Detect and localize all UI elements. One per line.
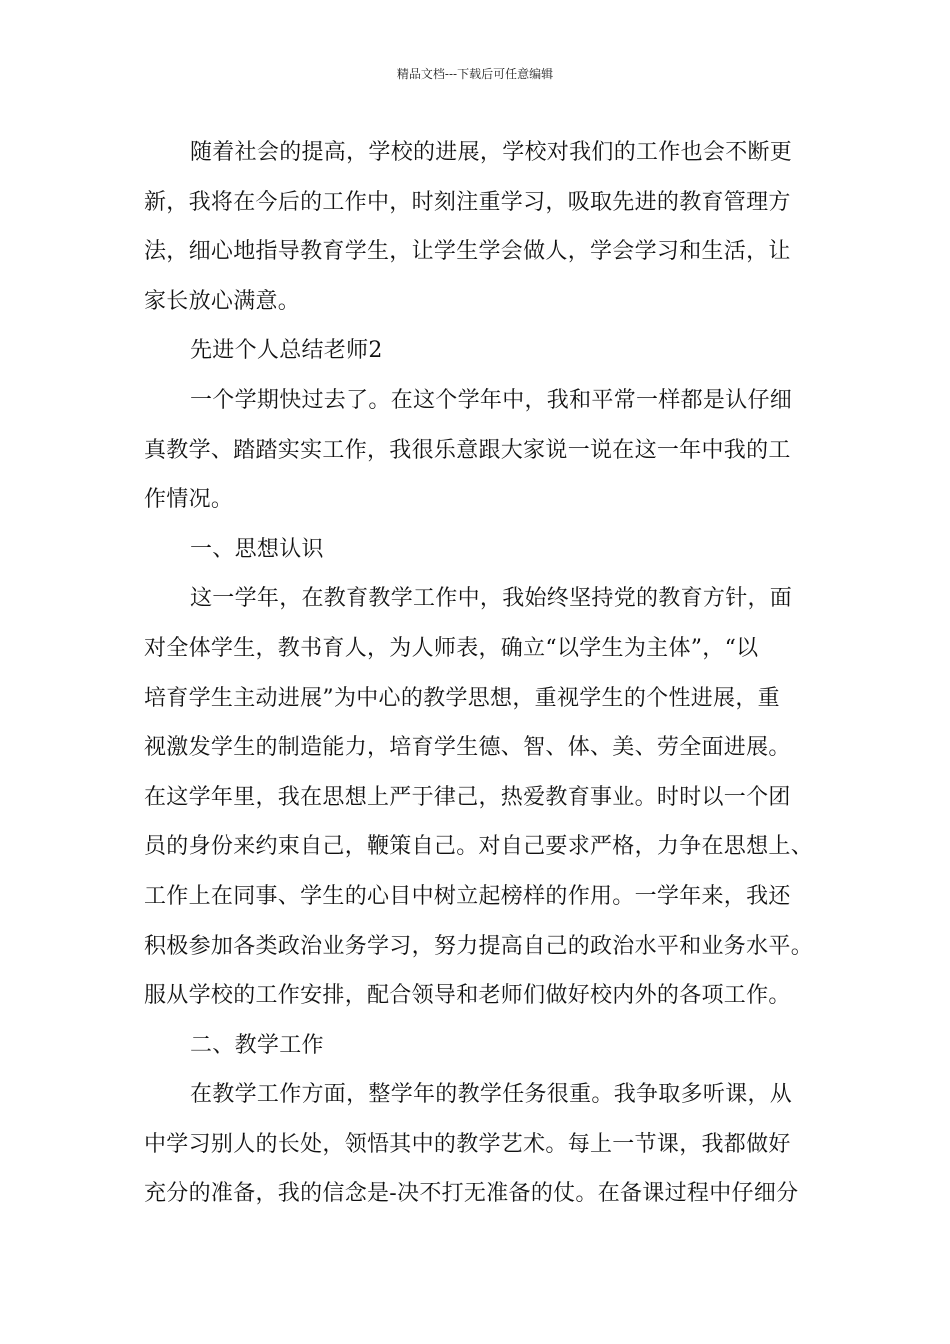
section-heading: 二、教学工作 (190, 1032, 324, 1058)
paragraph-line: 在这学年里，我在思想上严于律己，热爱教育事业。时时以一个团 (144, 784, 791, 810)
paragraph-line: 这一学年，在教育教学工作中，我始终坚持党的教育方针，面 (190, 586, 793, 612)
document-body (144, 128, 814, 1219)
page-header: 精品文档---下载后可任意编辑 (396, 67, 554, 81)
paragraph-line: 服从学校的工作安排，配合领导和老师们做好校内外的各项工作。 (144, 983, 791, 1009)
paragraph-line: 视激发学生的制造能力，培育学生德、智、体、美、劳全面进展。 (144, 735, 791, 761)
paragraph-line: 工作上在同事、学生的心目中树立起榜样的作用。一学年来，我还 (144, 883, 791, 909)
section-heading: 一、思想认识 (190, 536, 324, 562)
paragraph-line: 充分的准备，我的信念是-决不打无准备的仗。在备课过程中仔细分 (144, 1181, 799, 1207)
paragraph-line: 新，我将在今后的工作中，时刻注重学习，吸取先进的教育管理方 (144, 189, 791, 215)
section-title: 先进个人总结老师2 (190, 338, 383, 364)
paragraph-line: 真教学、踏踏实实工作，我很乐意跟大家说一说在这一年中我的工 (144, 437, 791, 463)
paragraph-line: 培育学生主动进展”为中心的教学思想，重视学生的个性进展，重 (144, 685, 780, 711)
paragraph-line: 一个学期快过去了。在这个学年中，我和平常一样都是认仔细 (190, 387, 793, 413)
paragraph-line: 作情况。 (144, 487, 234, 513)
paragraph-line: 在教学工作方面，整学年的教学任务很重。我争取多听课，从 (190, 1082, 793, 1108)
paragraph-line: 法，细心地指导教育学生，让学生学会做人，学会学习和生活，让 (144, 239, 791, 265)
paragraph-line: 积极参加各类政治业务学习，努力提高自己的政治水平和业务水平。 (144, 933, 814, 959)
paragraph-line: 随着社会的提高，学校的进展，学校对我们的工作也会不断更 (190, 140, 793, 165)
paragraph-line: 中学习别人的长处，领悟其中的教学艺术。每上一节课，我都做好 (144, 1131, 791, 1157)
paragraph-line: 家长放心满意。 (144, 288, 301, 314)
paragraph-line: 员的身份来约束自己，鞭策自己。对自己要求严格，力争在思想上、 (144, 834, 814, 860)
paragraph-line: 对全体学生，教书育人，为人师表，确立“以学生为主体”，“以 (144, 635, 759, 661)
